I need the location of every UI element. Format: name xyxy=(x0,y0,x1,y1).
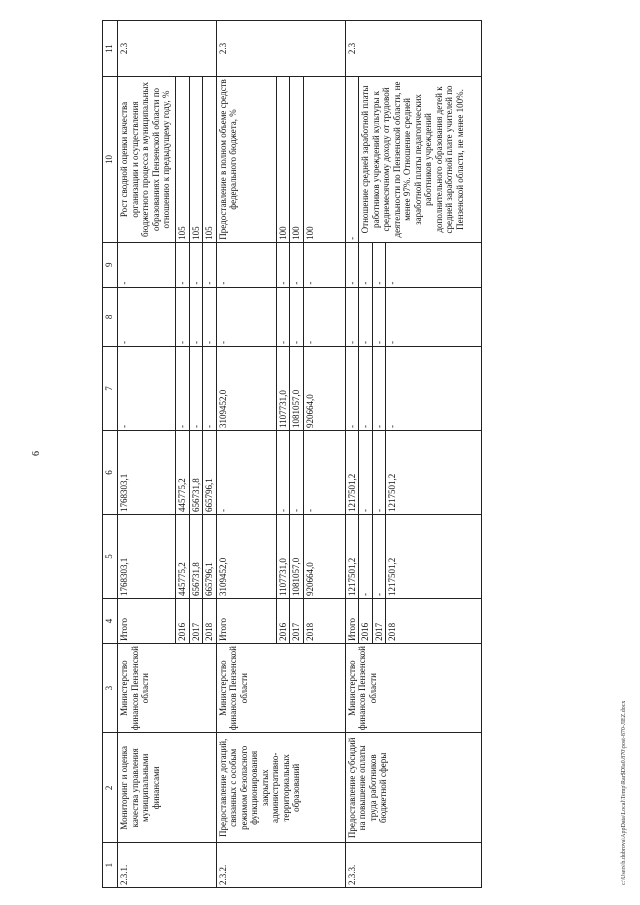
local-budget: - xyxy=(203,287,217,346)
extra-budget: - xyxy=(189,242,203,287)
column-number-row xyxy=(103,21,118,888)
indicator-value: 105 xyxy=(189,77,203,243)
extra-budget: - xyxy=(345,242,359,287)
col-header: 10 xyxy=(103,77,118,243)
table-row xyxy=(118,21,176,888)
federal-budget: - xyxy=(118,347,176,431)
extra-budget: - xyxy=(290,242,304,287)
local-budget: - xyxy=(176,287,190,346)
local-budget: - xyxy=(276,287,290,346)
federal-budget: 1107731,0 xyxy=(276,347,290,431)
year-cell: 2018 xyxy=(386,599,482,644)
extra-budget: - xyxy=(118,242,176,287)
local-budget: - xyxy=(372,287,386,346)
year-cell: 2016 xyxy=(359,599,373,644)
col-header: 11 xyxy=(103,21,118,77)
total-amount: 445775,2 xyxy=(176,515,190,599)
federal-budget: - xyxy=(189,347,203,431)
col-header: 9 xyxy=(103,242,118,287)
regional-budget: 665796,1 xyxy=(203,431,217,515)
federal-budget: 1081057,0 xyxy=(290,347,304,431)
year-cell: Итого xyxy=(118,599,176,644)
indicator-value: 100 xyxy=(276,77,290,243)
regional-budget: - xyxy=(276,431,290,515)
local-budget: - xyxy=(189,287,203,346)
federal-budget: - xyxy=(203,347,217,431)
total-amount: 1768303,1 xyxy=(118,515,176,599)
total-amount: 1081057,0 xyxy=(290,515,304,599)
total-amount: 656731,8 xyxy=(189,515,203,599)
regional-budget: 656731,8 xyxy=(189,431,203,515)
federal-budget: - xyxy=(359,347,373,431)
col-header: 4 xyxy=(103,599,118,644)
federal-budget: 3109452,0 xyxy=(216,347,276,431)
col-header: 1 xyxy=(103,843,118,888)
regional-budget: 1768303,1 xyxy=(118,431,176,515)
federal-budget: - xyxy=(345,347,359,431)
page-number: 6 xyxy=(31,451,42,456)
indicator-text: Отношение средней заработной платы работников учреждений культуры к среднемесячному доходу от трудовой деятельности по Пензенской области, не менее 97%. Отношение средней заработной платы педагогических работников учреждений дополнительного образования детей к средней заработной плате учителей по Пензенской области, не менее 100%. xyxy=(359,77,482,243)
total-amount: 920664,0 xyxy=(303,515,345,599)
indicator-value: 100 xyxy=(290,77,304,243)
extra-budget: - xyxy=(176,242,190,287)
local-budget: - xyxy=(359,287,373,346)
col-header: 7 xyxy=(103,347,118,431)
year-cell: 2016 xyxy=(176,599,190,644)
total-amount: - xyxy=(372,515,386,599)
indicator-value: 105 xyxy=(176,77,190,243)
year-cell: 2018 xyxy=(303,599,345,644)
col-header: 5 xyxy=(103,515,118,599)
measure-name: Предоставление дотаций, связанных с особым режимом безопасного функционирования закрытых административно-территориальных образований xyxy=(216,733,345,843)
total-amount: 1217501,2 xyxy=(345,515,359,599)
table-row xyxy=(216,21,276,888)
year-cell: Итого xyxy=(345,599,359,644)
total-amount: 1217501,2 xyxy=(386,515,482,599)
extra-budget: - xyxy=(216,242,276,287)
measure-name: Мониторинг и оценка качества управления муниципальными финансами xyxy=(118,733,217,843)
goal-ref: 2.3 xyxy=(216,21,345,77)
goal-ref: 2.3 xyxy=(345,21,482,77)
indicator-value: 100 xyxy=(303,77,345,243)
extra-budget: - xyxy=(203,242,217,287)
extra-budget: - xyxy=(386,242,482,287)
col-header: 8 xyxy=(103,287,118,346)
measure-name: Предоставление субсидий на повышение оплаты труда работников бюджетной сферы xyxy=(345,733,482,843)
executor: Министерство финансов Пензенской области xyxy=(345,643,482,733)
indicator-dash: - xyxy=(345,77,359,243)
local-budget: - xyxy=(386,287,482,346)
year-cell: 2017 xyxy=(189,599,203,644)
extra-budget: - xyxy=(303,242,345,287)
year-cell: Итого xyxy=(216,599,276,644)
year-cell: 2017 xyxy=(290,599,304,644)
local-budget: - xyxy=(216,287,276,346)
federal-budget: 920664,0 xyxy=(303,347,345,431)
row-number: 2.3.3. xyxy=(345,843,482,888)
regional-budget: 445775,2 xyxy=(176,431,190,515)
regional-budget: - xyxy=(216,431,276,515)
extra-budget: - xyxy=(359,242,373,287)
program-table xyxy=(102,20,482,888)
extra-budget: - xyxy=(372,242,386,287)
regional-budget: - xyxy=(372,431,386,515)
col-header: 3 xyxy=(103,643,118,733)
federal-budget: - xyxy=(176,347,190,431)
indicator-value: 105 xyxy=(203,77,217,243)
file-path-footer: c:\Users\b.dubrova\AppData\Local\Temp\Rar$DIa0.870\post-870-ЛEZ.docx xyxy=(621,700,627,885)
total-amount: - xyxy=(359,515,373,599)
extra-budget: - xyxy=(276,242,290,287)
regional-budget: - xyxy=(303,431,345,515)
local-budget: - xyxy=(118,287,176,346)
regional-budget: 1217501,2 xyxy=(345,431,359,515)
total-amount: 1107731,0 xyxy=(276,515,290,599)
total-amount: 3109452,0 xyxy=(216,515,276,599)
local-budget: - xyxy=(303,287,345,346)
rotated-table-area xyxy=(102,20,612,888)
federal-budget: - xyxy=(386,347,482,431)
regional-budget: - xyxy=(290,431,304,515)
year-cell: 2018 xyxy=(203,599,217,644)
executor: Министерство финансов Пензенской области xyxy=(216,643,345,733)
row-number: 2.3.2. xyxy=(216,843,345,888)
table-row xyxy=(345,21,359,888)
year-cell: 2017 xyxy=(372,599,386,644)
col-header: 2 xyxy=(103,733,118,843)
indicator-text: Рост сводной оценки качества организации и осуществления бюджетного процесса в муниципальных образованиях Пензенской области по отношению к предыдущему году, % xyxy=(118,77,176,243)
goal-ref: 2.3 xyxy=(118,21,217,77)
local-budget: - xyxy=(290,287,304,346)
total-amount: 665796,1 xyxy=(203,515,217,599)
executor: Министерство финансов Пензенской области xyxy=(118,643,217,733)
row-number: 2.3.1. xyxy=(118,843,217,888)
federal-budget: - xyxy=(372,347,386,431)
indicator-text: Предоставление в полном объеме средств федерального бюджета, % xyxy=(216,77,276,243)
regional-budget: - xyxy=(359,431,373,515)
col-header: 6 xyxy=(103,431,118,515)
local-budget: - xyxy=(345,287,359,346)
regional-budget: 1217501,2 xyxy=(386,431,482,515)
year-cell: 2016 xyxy=(276,599,290,644)
